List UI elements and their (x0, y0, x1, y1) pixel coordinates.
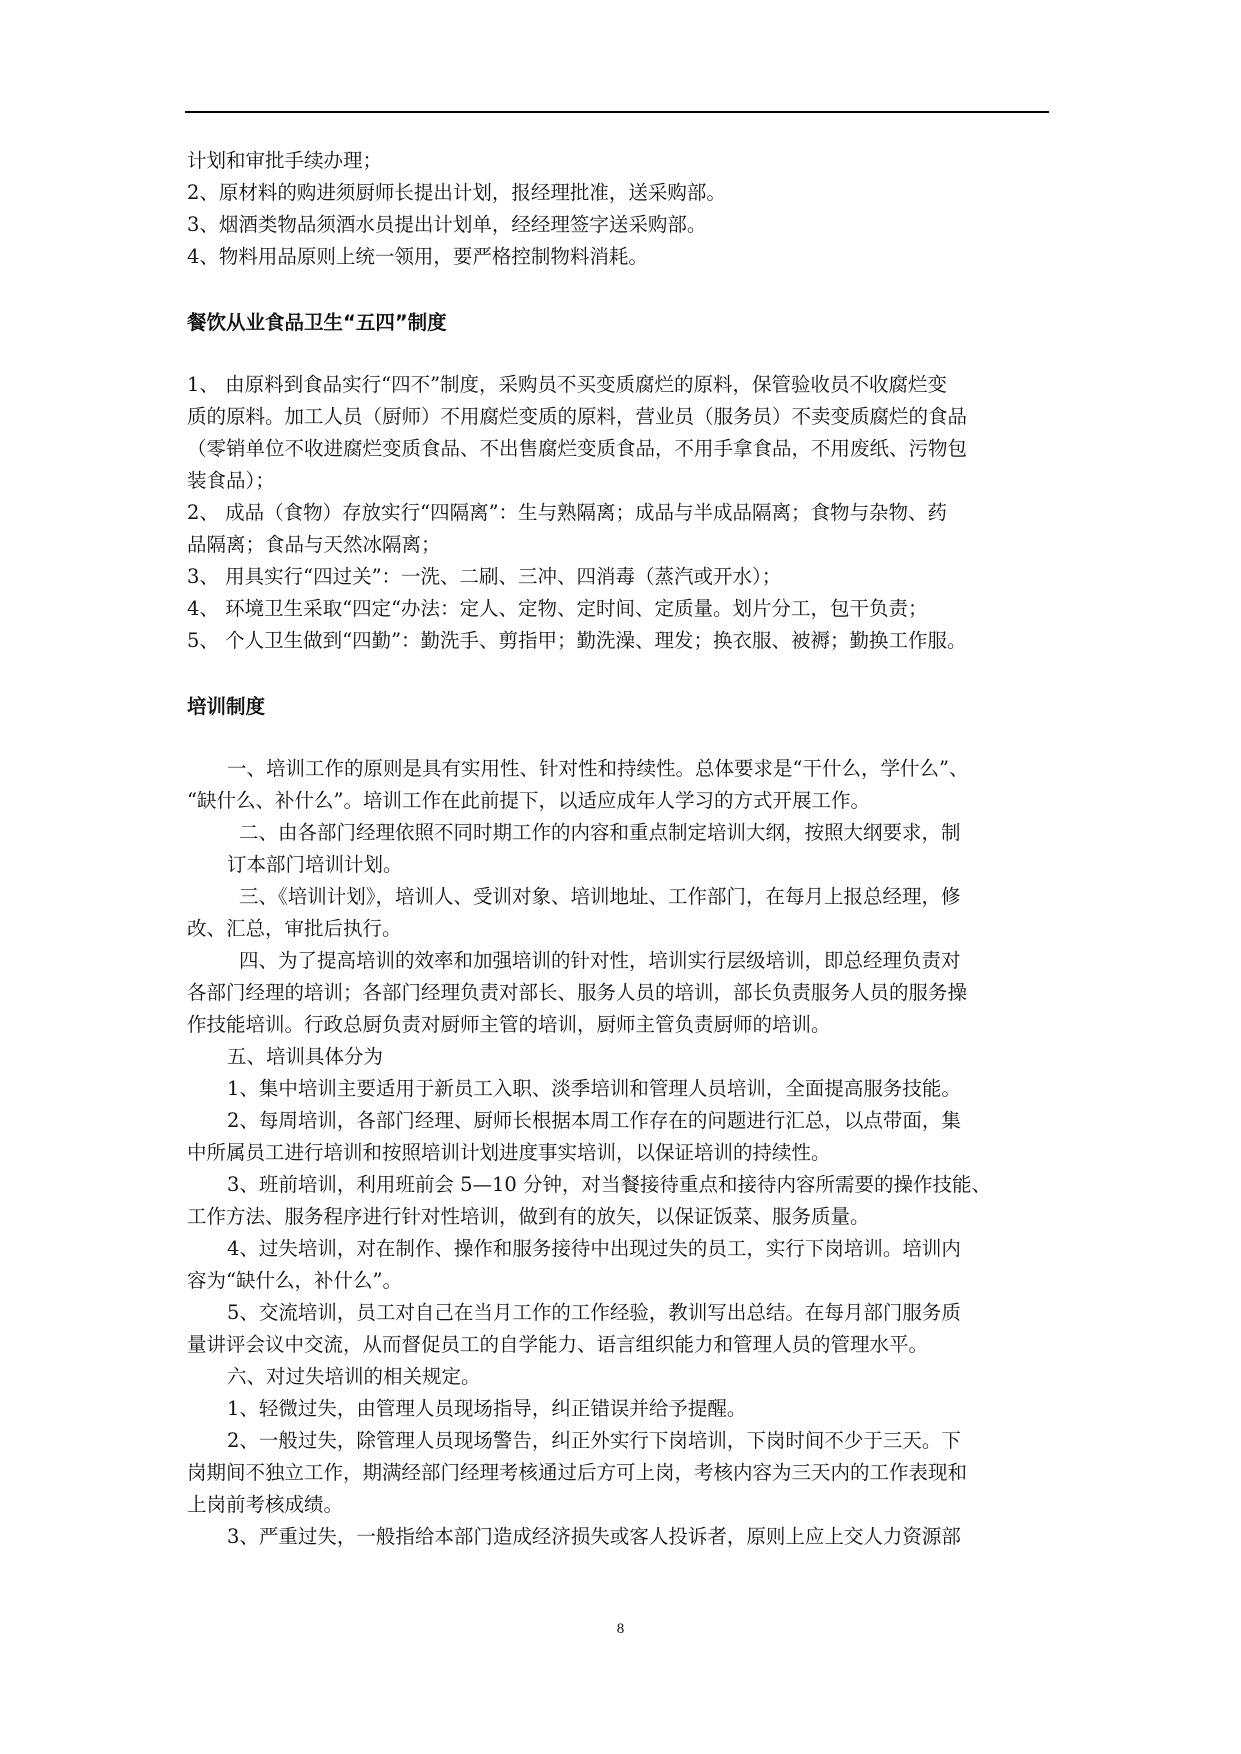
food-hygiene-list (187, 369, 1053, 657)
text-line: 量讲评会议中交流，从而督促员工的自学能力、语言组织能力和管理人员的管理水平。 (187, 1333, 929, 1356)
text-line: 4、过失培训，对在制作、操作和服务接待中出现过失的员工，实行下岗培训。培训内 (227, 1237, 961, 1260)
section-heading-food-hygiene: 餐饮从业食品卫生“五四”制度 (187, 311, 447, 334)
text-line: 作技能培训。行政总厨负责对厨师主管的培训，厨师主管负责厨师的培训。 (187, 1013, 831, 1036)
intro-list (187, 145, 1053, 273)
text-line: 1、轻微过失，由管理人员现场指导，纠正错误并给予提醒。 (227, 1397, 747, 1420)
header-rule (185, 111, 1049, 113)
text-line: 2、 成品（食物）存放实行“四隔离”：生与熟隔离；成品与半成品隔离；食物与杂物、药 (187, 501, 948, 524)
text-line: 计划和审批手续办理； (187, 149, 383, 172)
text-line: 质的原料。加工人员（厨师）不用腐烂变质的原料，营业员（服务员）不卖变质腐烂的食品 (187, 405, 968, 428)
text-line: 五、培训具体分为 (227, 1045, 384, 1068)
text-line: 六、对过失培训的相关规定。 (227, 1365, 481, 1388)
text-line: 上岗前考核成绩。 (187, 1493, 344, 1516)
text-line: 5、交流培训，员工对自己在当月工作的工作经验，教训写出总结。在每月部门服务质 (227, 1301, 961, 1324)
text-line: 四、为了提高培训的效率和加强培训的针对性，培训实行层级培训，即总经理负责对 (239, 949, 961, 972)
text-line: 4、 环境卫生采取“四定“办法：定人、定物、定时间、定质量。划片分工，包干负责； (187, 597, 928, 620)
text-line: 3、严重过失，一般指给本部门造成经济损失或客人投诉者，原则上应上交人力资源部 (227, 1525, 961, 1548)
text-line: 5、 个人卫生做到“四勤”：勤洗手、剪指甲；勤洗澡、理发；换衣服、被褥；勤换工作服。 (187, 629, 967, 652)
text-line: 2、原材料的购进须厨师长提出计划，报经理批准，送采购部。 (187, 181, 726, 204)
text-line: 2、一般过失，除管理人员现场警告，纠正外实行下岗培训，下岗时间不少于三天。下 (227, 1429, 961, 1452)
text-line: 3、烟酒类物品须酒水员提出计划单，经经理签字送采购部。 (187, 213, 707, 236)
text-line: （零销单位不收进腐烂变质食品、不出售腐烂变质食品，不用手拿食品，不用废纸、污物包 (187, 437, 968, 460)
text-line: 装食品）； (187, 469, 275, 492)
text-line: 一、培训工作的原则是具有实用性、针对性和持续性。总体要求是“干什么，学什么”、 (227, 757, 969, 780)
text-line: 三、《培训计划》，培训人、受训对象、培训地址、工作部门，在每月上报总经理，修 (239, 885, 961, 908)
document-body (187, 145, 1053, 1553)
text-line: 二、由各部门经理依照不同时期工作的内容和重点制定培训大纲，按照大纲要求，制 (239, 821, 961, 844)
text-line: 4、物料用品原则上统一领用，要严格控制物料消耗。 (187, 245, 648, 268)
text-line: 岗期间不独立工作，期满经部门经理考核通过后方可上岗，考核内容为三天内的工作表现和 (187, 1461, 968, 1484)
text-line: 改、汇总，审批后执行。 (187, 917, 402, 940)
text-line: 品隔离；食品与天然冰隔离； (187, 533, 441, 556)
text-line: 中所属员工进行培训和按照培训计划进度事实培训，以保证培训的持续性。 (187, 1141, 831, 1164)
text-line: 3、 用具实行“四过关”：一洗、二刷、三冲、四消毒（蒸汽或开水）； (187, 565, 782, 588)
text-line: 各部门经理的培训；各部门经理负责对部长、服务人员的培训，部长负责服务人员的服务操 (187, 981, 968, 1004)
text-line: “缺什么、补什么”。培训工作在此前提下，以适应成年人学习的方式开展工作。 (187, 789, 870, 812)
text-line: 容为“缺什么，补什么”。 (187, 1269, 402, 1292)
text-line: 1、集中培训主要适用于新员工入职、淡季培训和管理人员培训，全面提高服务技能。 (227, 1077, 961, 1100)
page-number: 8 (616, 1621, 625, 1637)
section-heading-training: 培训制度 (187, 695, 266, 718)
text-line: 3、班前培训，利用班前会 5—10 分钟，对当餐接待重点和接待内容所需要的操作技能、 (227, 1173, 992, 1196)
training-list (187, 753, 1053, 1553)
text-line: 订本部门培训计划。 (227, 853, 403, 876)
text-line: 2、每周培训，各部门经理、厨师长根据本周工作存在的问题进行汇总，以点带面，集 (227, 1109, 961, 1132)
text-line: 1、 由原料到食品实行“四不”制度，采购员不买变质腐烂的原料，保管验收员不收腐烂变 (187, 373, 948, 396)
text-line: 工作方法、服务程序进行针对性培训，做到有的放矢，以保证饭菜、服务质量。 (187, 1205, 870, 1228)
